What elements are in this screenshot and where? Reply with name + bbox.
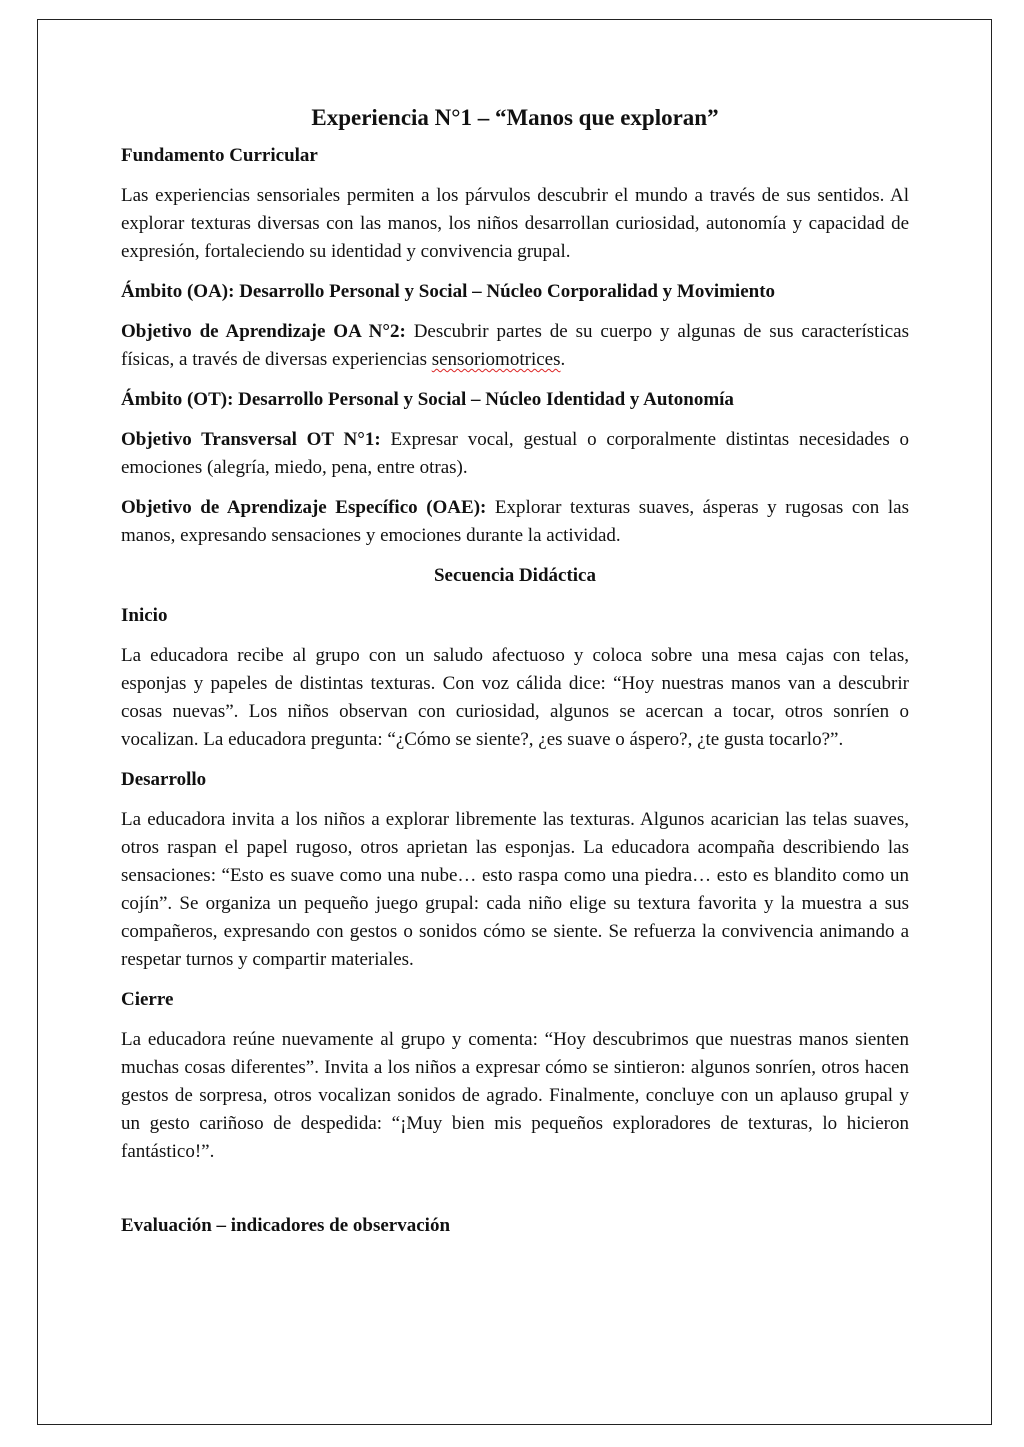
cierre-heading: Cierre (121, 989, 174, 1010)
document-body (121, 103, 909, 1252)
secuencia-heading: Secuencia Didáctica (433, 565, 596, 586)
objetivo-oa-text: Descubrir partes de su cuerpo y algunas de sus características físicas, a través de diversas experiencias (121, 321, 909, 370)
ambito-ot-heading: Ámbito (OT): Desarrollo Personal y Social – Núcleo Identidad y Autonomía (121, 389, 734, 410)
objetivo-oa-label: Objetivo de Aprendizaje OA N°2: (121, 321, 406, 342)
evaluacion-heading: Evaluación – indicadores de observación (121, 1215, 451, 1236)
ambito-oa-heading: Ámbito (OA): Desarrollo Personal y Social – Núcleo Corporalidad y Movimiento (121, 281, 776, 302)
fundamento-paragraph: Las experiencias sensoriales permiten a los párvulos descubrir el mundo a través de sus sentidos. Al explorar texturas diversas con las manos, los niños desarrollan curiosidad, autonomía y capacidad de expresión, fortaleciendo su identidad y convivencia grupal. (121, 185, 909, 262)
desarrollo-paragraph: La educadora invita a los niños a explorar libremente las texturas. Algunos acarician las telas suaves, otros raspan el papel rugoso, otros aprietan las esponjas. La educadora acompaña describiendo las sensaciones: “Esto es suave como una nube… esto raspa como una piedra… esto es blandito como un cojín”. Se organiza un pequeño juego grupal: cada niño elige su textura favorita y la muestra a sus compañeros, expresando con gestos o sonidos cómo se siente. Se refuerza la convivencia animando a respetar turnos y compartir materiales. (121, 809, 909, 970)
document-title: Experiencia N°1 – “Manos que exploran” (311, 105, 719, 130)
desarrollo-heading: Desarrollo (121, 769, 207, 790)
objetivo-oa-paragraph (121, 318, 909, 374)
objetivo-oae-paragraph (121, 494, 909, 550)
inicio-heading: Inicio (121, 605, 168, 626)
inicio-paragraph: La educadora recibe al grupo con un saludo afectuoso y coloca sobre una mesa cajas con telas, esponjas y papeles de distintas texturas. Con voz cálida dice: “Hoy nuestras manos van a descubrir cosas nuevas”. Los niños observan con curiosidad, algunos se acercan a tocar, otros sonríen o vocalizan. La educadora pregunta: “¿Cómo se siente?, ¿es suave o áspero?, ¿te gusta tocarlo?”. (121, 645, 909, 750)
objetivo-ot-label: Objetivo Transversal OT N°1: (121, 429, 381, 450)
empty-line (121, 1178, 909, 1212)
objetivo-oae-text: Explorar texturas suaves, ásperas y rugosas con las manos, expresando sensaciones y emociones durante la actividad. (121, 497, 909, 546)
fundamento-heading: Fundamento Curricular (121, 145, 318, 166)
misspelled-word[interactable]: sensoriomotrices (431, 349, 561, 370)
cierre-paragraph: La educadora reúne nuevamente al grupo y comenta: “Hoy descubrimos que nuestras manos sienten muchas cosas diferentes”. Invita a los niños a expresar cómo se sintieron: algunos sonríen, otros hacen gestos de sorpresa, otros vocalizan sonidos de agrado. Finalmente, concluye con un aplauso grupal y un gesto cariñoso de despedida: “¡Muy bien mis pequeños exploradores de texturas, lo hicieron fantástico!”. (121, 1029, 909, 1162)
objetivo-oae-label: Objetivo de Aprendizaje Específico (OAE): (121, 497, 487, 518)
objetivo-oa-text-end: . (560, 349, 566, 370)
objetivo-ot-paragraph (121, 426, 909, 482)
objetivo-ot-text: Expresar vocal, gestual o corporalmente distintas necesidades o emociones (alegría, miedo, pena, entre otras). (121, 429, 909, 478)
